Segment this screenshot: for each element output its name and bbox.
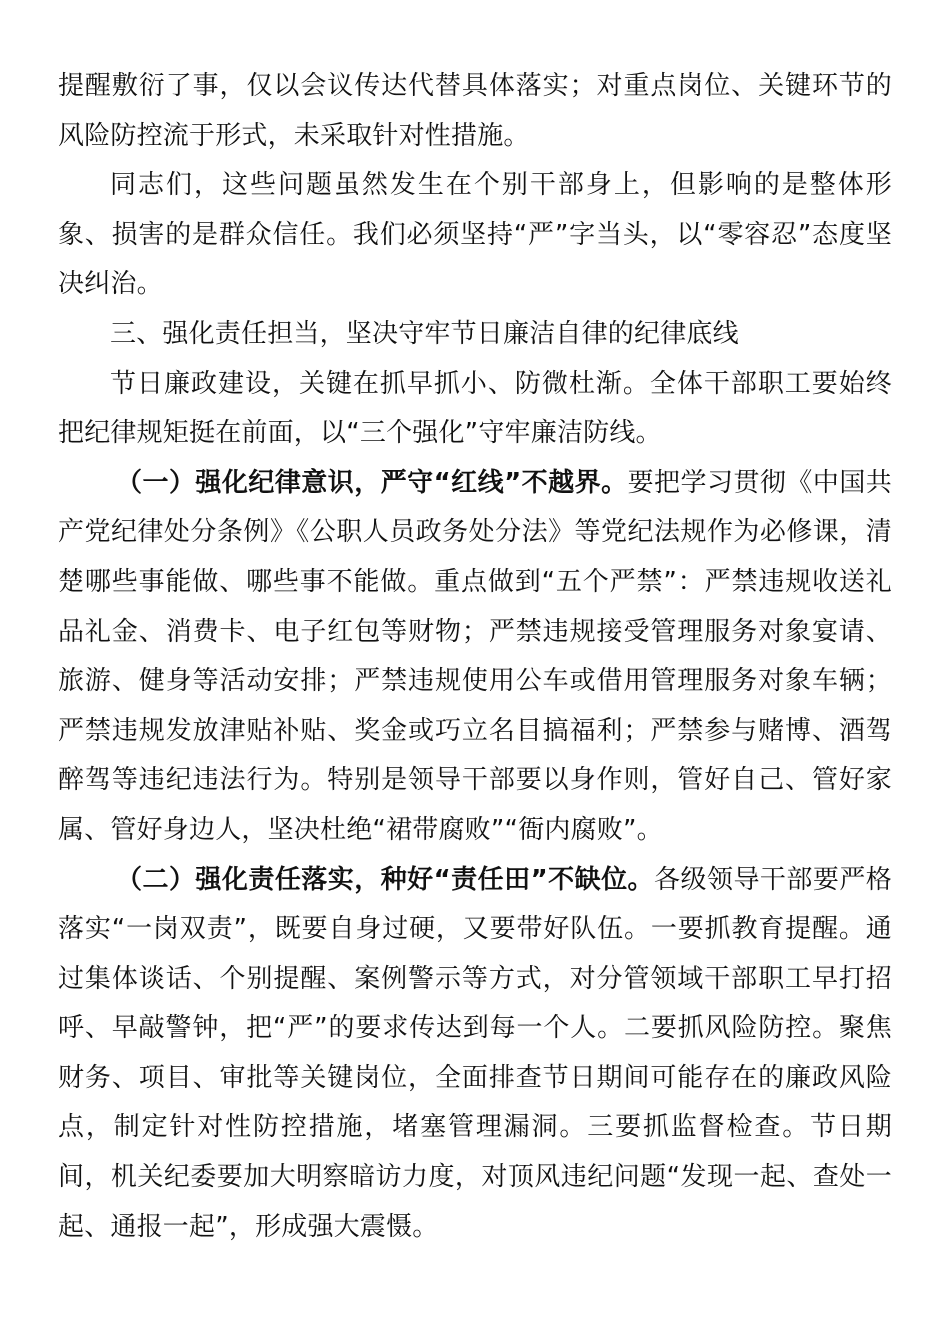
subheading-two: （二）强化责任落实，种好“责任田”不缺位。 — [116, 864, 655, 895]
paragraph-responsibility — [58, 856, 892, 1253]
document-page — [58, 62, 892, 1252]
paragraph-body: 要把学习贯彻《中国共产党纪律处分条例》《公职人员政务处分法》等党纪法规作为必修课，清楚哪些事能做、哪些事不能做。重点做到“五个严禁”：严禁违规收送礼品礼金、消费卡、电子红包等财物；严禁违规接受管理服务对象宴请、旅游、健身等活动安排；严禁违规使用公车或借用管理服务对象车辆；严禁违规发放津贴补贴、奖金或巧立名目搞福利；严禁参与赌博、酒驾醉驾等违纪违法行为。特别是领导干部要以身作则，管好自己、管好家属、管好身边人，坚决杜绝“裙带腐败”“衙内腐败”。 — [58, 467, 892, 845]
paragraph-continuation: 提醒敷衍了事，仅以会议传达代替具体落实；对重点岗位、关键环节的风险防控流于形式，未采取针对性措施。 — [58, 71, 892, 151]
subheading-one: （一）强化纪律意识，严守“红线”不越界。 — [116, 467, 628, 498]
paragraph-body: 各级领导干部要严格落实“一岗双责”，既要自身过硬，又要带好队伍。一要抓教育提醒。通过集体谈话、个别提醒、案例警示等方式，对分管领域干部职工早打招呼、早敲警钟，把“严”的要求传达到每一个人。二要抓风险防控。聚焦财务、项目、审批等关键岗位，全面排查节日期间可能存在的廉政风险点，制定针对性防控措施，堵塞管理漏洞。三要抓监督检查。节日期间，机关纪委要加大明察暗访力度，对顶风违纪问题“发现一起、查处一起、通报一起”，形成强大震慑。 — [58, 864, 892, 1242]
paragraph-problems-summary: 同志们，这些问题虽然发生在个别干部身上，但影响的是整体形象、损害的是群众信任。我们必须坚持“严”字当头，以“零容忍”态度坚决纠治。 — [58, 170, 892, 300]
paragraph-section-intro: 节日廉政建设，关键在抓早抓小、防微杜渐。全体干部职工要始终把纪律规矩挺在前面，以“三个强化”守牢廉洁防线。 — [58, 368, 892, 449]
section-heading-three: 三、强化责任担当，坚决守牢节日廉洁自律的纪律底线 — [110, 318, 739, 349]
paragraph-discipline-awareness — [58, 459, 892, 856]
